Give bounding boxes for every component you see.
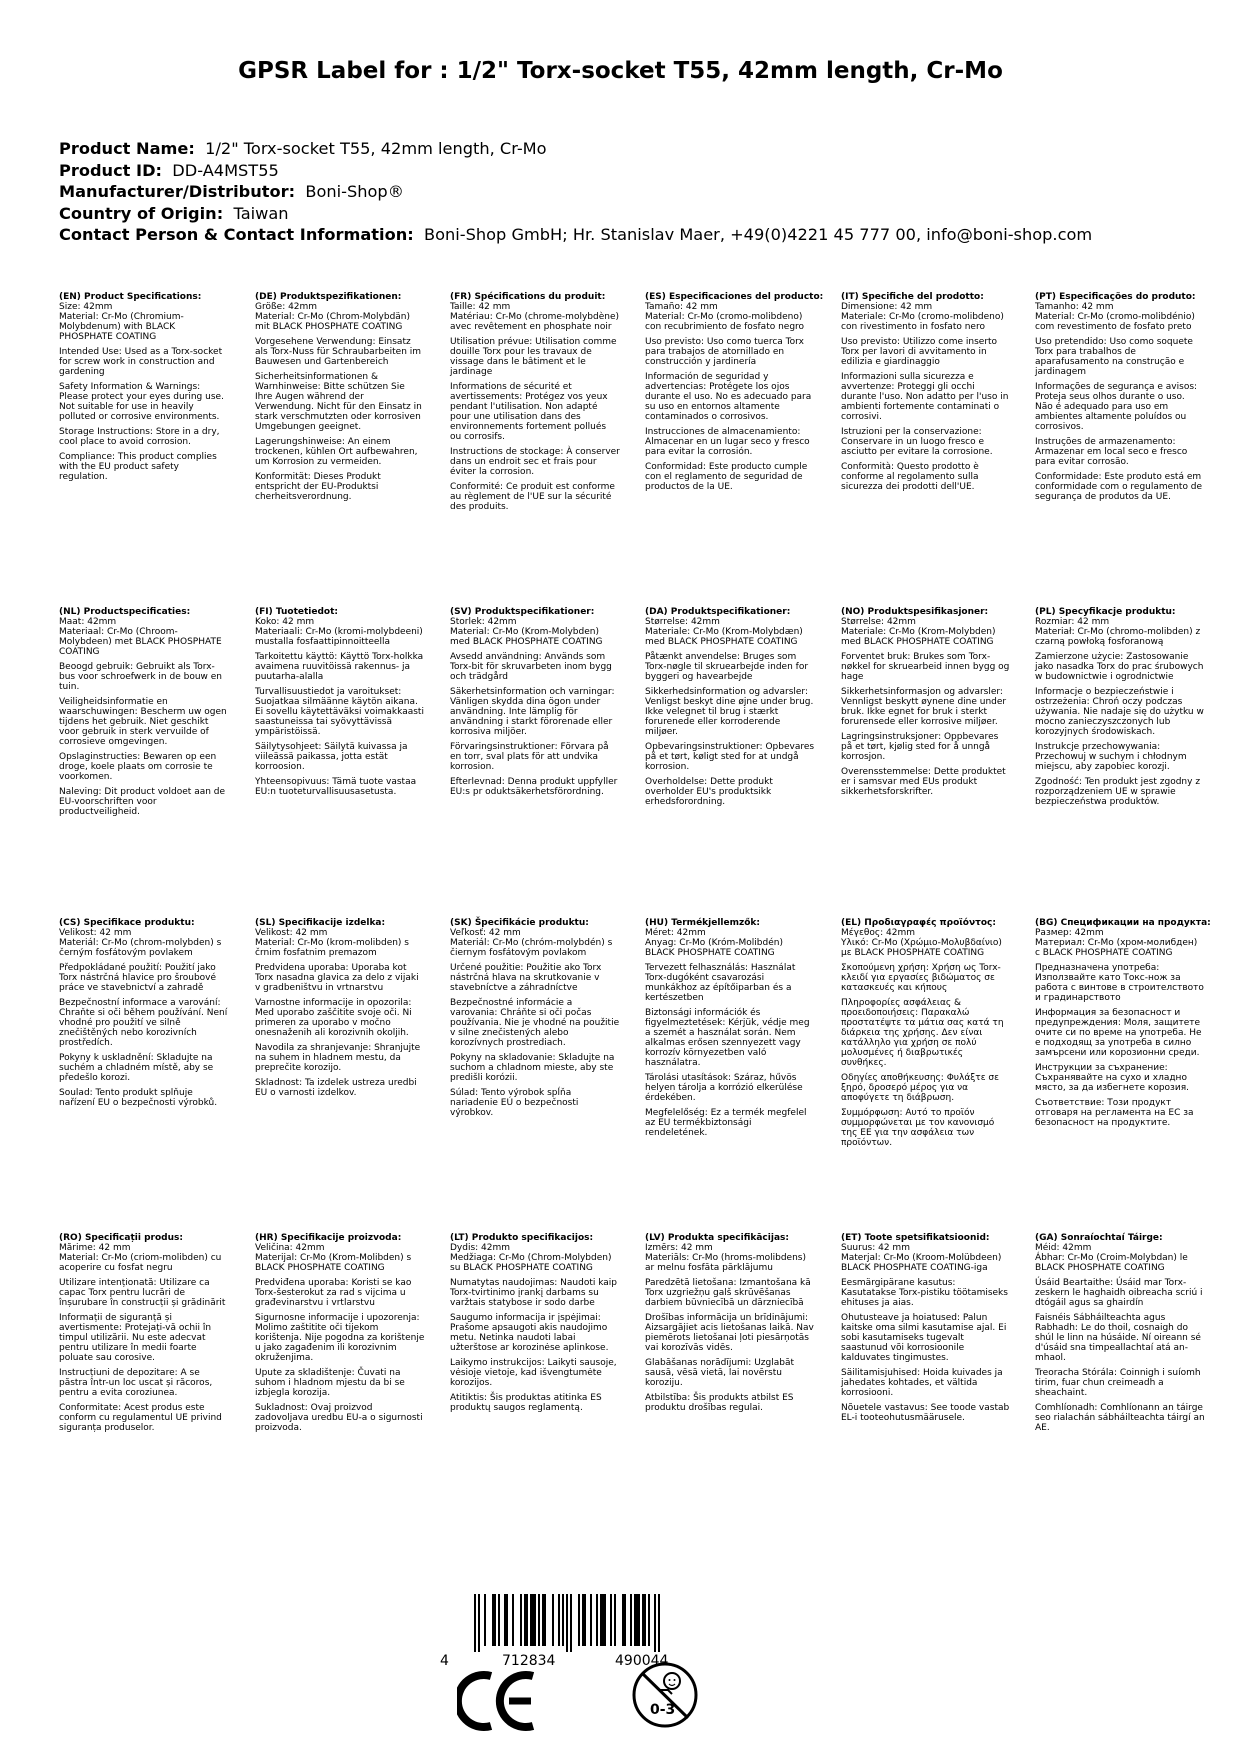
spec-text: Určené použitie: Použitie ako Torx nástrčná hlava na skrutkovanie v stavebníctve a záhradníctve [450, 963, 602, 993]
spec-section [255, 607, 425, 802]
spec-section [645, 918, 815, 1143]
barcode-bar [596, 1594, 598, 1646]
spec-text: Tervezett felhasználás: Használat Torx-dugóként csavarozási munkákhoz az építőiparban és a kertészetben [645, 963, 796, 1003]
spec-text: Instructions de stockage: À conserver dans un endroit sec et frais pour éviter la corrosion. [450, 447, 620, 477]
product-id-row [59, 160, 1092, 182]
spec-text: Efterlevnad: Denna produkt uppfyller EU:s pr oduktsäkerhetsförordning. [450, 777, 618, 797]
spec-text: Paredzētā lietošana: Izmantošana kā Torx uzgriežņu galš skrūvēšanas darbiem būvniecībā un dārzniecībā [645, 1278, 811, 1308]
spec-text: Material: Cr-Mo (cromo-molibdénio) com revestimento de fosfato preto [1035, 312, 1195, 332]
product-info-block [59, 138, 1092, 246]
spec-section [255, 918, 425, 1103]
spec-text: Instrukcje przechowywania: Przechowuj w suchym i chłodnym miejscu, aby zapobiec korozji. [1035, 742, 1187, 772]
product-name-label: Product Name: [59, 139, 195, 158]
spec-section-heading: (LT) Produkto specifikacijos: [450, 1233, 594, 1243]
spec-text: Intended Use: Used as a Torx-socket for screw work in construction and gardening [59, 347, 223, 377]
barcode-bar [590, 1594, 592, 1646]
barcode-bar [504, 1594, 508, 1646]
spec-text: Säilitamisjuhised: Hoida kuivades ja jahedates kohtades, et vältida korrosiooni. [841, 1368, 1003, 1398]
page-title: GPSR Label for : 1/2" Torx-socket T55, 42mm length, Cr-Mo [238, 58, 1003, 84]
spec-text: Faisnéis Sábháilteachta agus Rabhadh: Le do thoil, cosnaigh do shúl le linn na húsáide. Ní oireann sé d'úsáid sna timpeallachtaí atá an-mhaol. [1035, 1313, 1201, 1363]
spec-section [59, 607, 229, 822]
spec-section [450, 1233, 620, 1418]
spec-text: Materiál: Cr-Mo (chrom-molybden) s černým fosfátovým povlakem [59, 938, 222, 958]
spec-text: Dimensione: 42 mm [841, 302, 933, 312]
spec-text: Μέγεθος: 42mm [841, 928, 915, 938]
spec-section-heading: (SK) Špecifikácie produktu: [450, 918, 589, 928]
spec-text: Informații de siguranță și avertismente: Protejați-vă ochii în timpul utilizării. Nu este adecvat pentru utilizare în medii foarte poluate sau corosive. [59, 1313, 212, 1363]
spec-text: Overensstemmelse: Dette produktet er i samsvar med EUs produkt sikkerhetsforskrifter. [841, 767, 1006, 797]
spec-section-heading: (IT) Specifiche del prodotto: [841, 292, 984, 302]
spec-section-heading: (ES) Especificaciones del producto: [645, 292, 824, 302]
spec-text: Předpokládané použití: Použití jako Torx nástrčná hlavice pro šroubové práce ve stavebnictví a zahradě [59, 963, 217, 993]
spec-section-heading: (DE) Produktspezifikationen: [255, 292, 402, 302]
spec-section-heading: (PT) Especificações do produto: [1035, 292, 1196, 302]
barcode-bar [654, 1594, 656, 1652]
barcode-digit-first: 4 [440, 1653, 449, 1669]
spec-section [841, 918, 1011, 1153]
spec-section-heading: (NL) Productspecificaties: [59, 607, 191, 617]
spec-text: Megfelelőség: Ez a termék megfelel az EU termékbiztonsági rendeletének. [645, 1108, 807, 1138]
spec-section [255, 1233, 425, 1438]
spec-text: Información de seguridad y advertencias: Protégete los ojos durante el uso. No es adecuado para su uso en entornos altamente contaminados o corrosivos. [645, 372, 812, 422]
barcode-bar [562, 1594, 564, 1646]
barcode-bar [566, 1594, 568, 1652]
contact-row [59, 224, 1092, 246]
spec-text: Laikymo instrukcijos: Laikyti sausoje, vėsioje vietoje, kad išvengtumėte korozijos. [450, 1358, 617, 1388]
spec-section-heading: (EL) Προδιαγραφές προϊόντος: [841, 918, 996, 928]
country-of-origin-row [59, 203, 1092, 225]
spec-text: Инструкции за съхранение: Съхранявайте на сухо и хладно място, за да избегнете корозия. [1035, 1063, 1189, 1093]
barcode-digits-right: 490044 [615, 1653, 669, 1669]
barcode-bar [552, 1594, 554, 1646]
spec-text: Informations de sécurité et avertissements: Protégez vos yeux pendant l'utilisation. Non adapté pour une utilisation dans des environnements fortement pollués ou corrosifs. [450, 382, 608, 442]
spec-text: Informações de segurança e avisos: Proteja seus olhos durante o uso. Não é adequado para uso em ambientes altamente poluídos ou corrosivos. [1035, 382, 1198, 432]
spec-text: Съответствие: Този продукт отговаря на регламента на ЕС за безопасност на продуктите. [1035, 1098, 1194, 1128]
spec-text: Méid: 42mm [1035, 1243, 1092, 1253]
spec-text: Tarkoitettu käyttö: Käyttö Torx-holkka avaimena ruuvitöissä rakennus- ja puutarha-alalla [255, 652, 424, 682]
contact-label: Contact Person & Contact Information: [59, 225, 414, 244]
spec-text: Uso previsto: Uso como tuerca Torx para trabajos de atornillado en construcción y jardinería [645, 337, 804, 367]
spec-text: Varnostne informacije in opozorila: Med uporabo zaščitite svoje oči. Ni primeren za uporabo v močno onesnaženih ali korozivnih okoljih. [255, 998, 412, 1038]
barcode-bar [478, 1594, 480, 1652]
spec-text: Navodila za shranjevanje: Shranjujte na suhem in hladnem mestu, da preprečite korozijo. [255, 1043, 421, 1073]
spec-text: Maat: 42mm [59, 617, 117, 627]
spec-section [645, 607, 815, 812]
spec-text: Conformidad: Este producto cumple con el reglamento de seguridad de productos de la UE. [645, 462, 808, 492]
spec-text: Istruzioni per la conservazione: Conservare in un luogo fresco e asciutto per evitare la corrosione. [841, 427, 993, 457]
spec-section-heading: (FR) Spécifications du produit: [450, 292, 606, 302]
spec-text: Größe: 42mm [255, 302, 318, 312]
barcode-bar [610, 1594, 612, 1646]
spec-section-heading: (RO) Specificații produs: [59, 1233, 183, 1243]
spec-text: Material: Cr-Mo (Chromium-Molybdenum) with BLACK PHOSPHATE COATING [59, 312, 184, 342]
spec-text: Påtænkt anvendelse: Bruges som Torx-nøgle til skruearbejde inden for byggeri og havearbejde [645, 652, 809, 682]
spec-text: Taille: 42 mm [450, 302, 511, 312]
spec-text: Materiál: Cr-Mo (chróm-molybdén) s čiernym fosfátovým povlakom [450, 938, 613, 958]
barcode-bar [614, 1594, 616, 1646]
spec-section-heading: (DA) Produktspecifikationer: [645, 607, 791, 617]
age-warning-icon [630, 1660, 700, 1730]
spec-text: Pokyny k uskladnění: Skladujte na suchém a chladném místě, aby se předešlo korozi. [59, 1053, 214, 1083]
spec-text: Atbilstība: Šis produkts atbilst ES produktu drošības regulai. [645, 1393, 794, 1413]
spec-text: Størrelse: 42mm [841, 617, 916, 627]
spec-text: Materiał: Cr-Mo (chromo-molibden) z czarną powłoką fosforanową [1035, 627, 1201, 647]
spec-text: Skladnost: Ta izdelek ustreza uredbi EU o varnosti izdelkov. [255, 1078, 417, 1098]
spec-text: Veličina: 42mm [255, 1243, 325, 1253]
spec-text: Eesmärgipärane kasutus: Kasutatakse Torx-pistiku töötamiseks ehituses ja aias. [841, 1278, 1008, 1308]
country-of-origin-label: Country of Origin: [59, 203, 224, 223]
spec-text: Rozmiar: 42 mm [1035, 617, 1110, 627]
spec-section-heading: (NO) Produktspesifikasjoner: [841, 607, 989, 617]
barcode-bar [634, 1594, 640, 1646]
barcode-bar [512, 1594, 514, 1646]
country-of-origin-value: Taiwan [233, 203, 289, 223]
spec-text: Tamanho: 42 mm [1035, 302, 1114, 312]
spec-text: Medžiaga: Cr-Mo (Chrom-Molybden) su BLACK PHOSPHATE COATING [450, 1253, 612, 1273]
spec-text: Utilisation prévue: Utilisation comme douille Torx pour les travaux de vissage dans le bâtiment et le jardinage [450, 337, 617, 377]
spec-section [645, 1233, 815, 1418]
spec-text: Turvallisuustiedot ja varoitukset: Suojatkaa silmäänne käytön aikana. Ei sovellu käytettäväksi voimakkaasti saastuneissa tai syövyttävissä ympäristöissä. [255, 687, 424, 737]
spec-text: Yhteensopivuus: Tämä tuote vastaa EU:n tuoteturvallisuusasetusta. [255, 777, 417, 797]
spec-text: Instrucțiuni de depozitare: A se păstra într-un loc uscat și răcoros, pentru a evita coroziunea. [59, 1368, 213, 1398]
spec-section [59, 1233, 229, 1438]
ce-mark-icon [457, 1670, 537, 1732]
spec-section [1035, 607, 1205, 812]
spec-section-heading: (GA) Sonraíochtaí Táirge: [1035, 1233, 1163, 1243]
spec-text: Storlek: 42mm [450, 617, 517, 627]
spec-text: Anyag: Cr-Mo (Króm-Molibdén) BLACK PHOSPHATE COATING [645, 938, 783, 958]
spec-text: Velikost: 42 mm [59, 928, 132, 938]
spec-section [450, 918, 620, 1123]
manufacturer-value: Boni-Shop® [305, 182, 404, 201]
spec-text: Opbevaringsinstruktioner: Opbevares på et tørt, køligt sted for at undgå korrosion. [645, 742, 815, 772]
spec-text: Beoogd gebruik: Gebruikt als Torx-bus voor schroefwerk in de bouw en tuin. [59, 662, 222, 692]
spec-text: Material: Cr-Mo (cromo-molibdeno) con recubrimiento de fosfato negro [645, 312, 805, 332]
spec-text: Dydis: 42mm [450, 1243, 511, 1253]
spec-section [1035, 1233, 1205, 1438]
spec-text: Treoracha Stórála: Coinnigh i suíomh tirim, fuar chun creimeadh a sheachaint. [1035, 1368, 1201, 1398]
spec-text: Biztonsági információk és figyelmeztetések: Kérjük, védje meg a szemét a használat során. Nem alkalmas erősen szennyezett vagy korrozív környezetben való használatra. [645, 1008, 810, 1068]
spec-section [1035, 292, 1205, 507]
barcode-bar [600, 1594, 606, 1646]
spec-text: Informacje o bezpieczeństwie i ostrzeżenia: Chroń oczy podczas używania. Nie nadaje się do użytku w mocno zanieczyszczonych lub korozyjnych środowiskach. [1035, 687, 1204, 737]
manufacturer-label: Manufacturer/Distributor: [59, 182, 296, 201]
spec-text: Sukladnost: Ovaj proizvod zadovoljava uredbu EU-a o sigurnosti proizvoda. [255, 1403, 423, 1433]
spec-section [841, 607, 1011, 802]
spec-text: Predviđena uporaba: Koristi se kao Torx-šesterokut za rad s vijcima u građevinarstvu i vrtlarstvu [255, 1278, 412, 1308]
spec-section-heading: (FI) Tuotetiedot: [255, 607, 339, 617]
spec-text: Konformität: Dieses Produkt entspricht der EU-Produktsi cherheitsverordnung. [255, 472, 381, 502]
spec-text: Instruções de armazenamento: Armazenar em local seco e fresco para evitar corrosão. [1035, 437, 1188, 467]
barcode-bar [538, 1594, 540, 1646]
barcode-bar [474, 1594, 476, 1652]
barcode-bar [648, 1594, 650, 1646]
spec-text: Tamaño: 42 mm [645, 302, 718, 312]
spec-text: Naleving: Dit product voldoet aan de EU-voorschriften voor productveiligheid. [59, 787, 226, 817]
spec-text: Material: Cr-Mo (Krom-Molybden) med BLACK PHOSPHATE COATING [450, 627, 603, 647]
spec-text: Ábhar: Cr-Mo (Croim-Molybdan) le BLACK PHOSPHATE COATING [1035, 1253, 1188, 1273]
spec-text: Materiāls: Cr-Mo (hroms-molibdens) ar melnu fosfāta pārklājumu [645, 1253, 807, 1273]
spec-text: Forventet bruk: Brukes som Torx-nøkkel for skruearbeid innen bygg og hage [841, 652, 1010, 682]
spec-text: Ohutusteave ja hoiatused: Palun kaitske oma silmi kasutamise ajal. Ei sobi kasutamiseks tugevalt saastunud või korrosioonile kalduvates tingimustes. [841, 1313, 1007, 1363]
spec-section-heading: (BG) Спецификации на продукта: [1035, 918, 1211, 928]
spec-text: Material: Cr-Mo (Chrom-Molybdän) mit BLACK PHOSPHATE COATING [255, 312, 411, 332]
barcode-bar [524, 1594, 528, 1646]
spec-text: Информация за безопасност и предупреждения: Моля, защитете очите си по време на употреба. Не е подходящ за употреба в силно замърсени или корозионни среди. [1035, 1008, 1202, 1058]
spec-text: Материал: Cr-Mo (хром-молибден) с BLACK PHOSPHATE COATING [1035, 938, 1198, 958]
spec-text: Bezpečnostné informácie a varovania: Chráňte si oči počas používania. Nie je vhodné na použitie v silne znečistených alebo korozívnych prostrediach. [450, 998, 620, 1048]
barcode-digits-left: 712834 [502, 1653, 556, 1669]
spec-section [59, 292, 229, 487]
spec-text: Izmērs: 42 mm [645, 1243, 713, 1253]
spec-text: Lagerungshinweise: An einem trockenen, kühlen Ort aufbewahren, um Korrosion zu vermeiden. [255, 437, 418, 467]
spec-text: Υλικό: Cr-Mo (Χρώμιο-Μολυβδαίνιο) με BLACK PHOSPHATE COATING [841, 938, 1002, 958]
spec-text: Sigurnosne informacije i upozorenja: Molimo zaštitite oči tijekom korištenja. Nije pogodna za korištenje u jako zagađenim ili korozivnim okruženjima. [255, 1313, 425, 1363]
barcode-bar [570, 1594, 572, 1652]
spec-text: Materiaal: Cr-Mo (Chroom-Molybdeen) met BLACK PHOSPHATE COATING [59, 627, 222, 657]
spec-text: Pokyny na skladovanie: Skladujte na suchom a chladnom mieste, aby ste predišli korózii. [450, 1053, 615, 1083]
spec-text: Material: Cr-Mo (criom-molibden) cu acoperire cu fosfat negru [59, 1253, 222, 1273]
spec-text: Vorgesehene Verwendung: Einsatz als Torx-Nuss für Schraubarbeiten im Bauwesen und Gartenbereich [255, 337, 422, 367]
contact-value: Boni-Shop GmbH; Hr. Stanislav Maer, +49(0)4221 45 777 00, info@boni-shop.com [424, 225, 1093, 244]
spec-section-heading: (LV) Produkta specifikācijas: [645, 1233, 789, 1243]
spec-text: Size: 42mm [59, 302, 113, 312]
barcode-bar [630, 1594, 632, 1646]
spec-text: Σκοπούμενη χρήση: Χρήση ως Torx-κλειδί για εργασίες βιδώματος σε κατασκευές και κήπους [841, 963, 1001, 993]
spec-text: Säkerhetsinformation och varningar: Vänligen skydda dina ögon under användning. Inte lämplig för användning i starkt förorenade eller korrosiva miljöer. [450, 687, 615, 737]
spec-text: Οδηγίες αποθήκευσης: Φυλάξτε σε ξηρό, δροσερό μέρος για να αποφύγετε τη διάβρωση. [841, 1073, 999, 1103]
spec-text: Uso pretendido: Uso como soquete Torx para trabalhos de aparafusamento na construção e jardinagem [1035, 337, 1193, 377]
spec-text: Sikkerhedsinformation og advarsler: Venligst beskyt dine øjne under brug. Ikke velegnet til brug i stærkt forurenede eller korroderende miljøer. [645, 687, 814, 737]
barcode-bar [582, 1594, 586, 1646]
barcode-bars [472, 1594, 706, 1652]
spec-text: Veľkosť: 42 mm [450, 928, 521, 938]
spec-text: Numatytas naudojimas: Naudoti kaip Torx-tvirtinimo įrankį darbams su varžtais statybose ir sodo darbe [450, 1278, 618, 1308]
spec-text: Úsáid Beartaithe: Úsáid mar Torx-zeskern le haghaidh oibreacha scriú i dtógáil agus sa ghairdín [1035, 1278, 1203, 1308]
spec-text: Méret: 42mm [645, 928, 706, 938]
product-name-row [59, 138, 1092, 160]
spec-section [841, 1233, 1011, 1428]
barcode-bar [498, 1594, 500, 1646]
barcode-bar [484, 1594, 486, 1646]
spec-section [59, 918, 229, 1113]
spec-text: Upute za skladištenje: Čuvati na suhom i hladnom mjestu da bi se izbjegla korozija. [255, 1368, 405, 1398]
spec-text: Materiale: Cr-Mo (cromo-molibdeno) con rivestimento in fosfato nero [841, 312, 1004, 332]
barcode-bar [578, 1594, 580, 1646]
spec-text: Zamierzone użycie: Zastosowanie jako nasadka Torx do prac śrubowych w budownictwie i ogrodnictwie [1035, 652, 1204, 682]
spec-text: Conformitate: Acest produs este conform cu regulamentul UE privind siguranța produselor. [59, 1403, 222, 1433]
spec-text: Zgodność: Ten produkt jest zgodny z rozporządzeniem UE w sprawie bezpieczeństwa produktów. [1035, 777, 1201, 807]
spec-text: Opslaginstructies: Bewaren op een droge, koele plaats om corrosie te voorkomen. [59, 752, 217, 782]
barcode-bar [558, 1594, 560, 1646]
spec-text: Saugumo informacija ir įspėjimai: Prašome apsaugoti akis naudojimo metu. Netinka naudoti labai užterštose ar korozinėse aplinkose. [450, 1313, 609, 1353]
barcode-bar [642, 1594, 646, 1646]
spec-text: Tárolási utasítások: Száraz, hűvös helyen tárolja a korrózió elkerülése érdekében. [645, 1073, 803, 1103]
spec-text: Drošības informācija un brīdinājumi: Aizsargājiet acis lietošanas laikā. Nav piemērots lietošanai ļoti piesārņotās vai korozīvās vidēs. [645, 1313, 814, 1353]
spec-text: Materiale: Cr-Mo (Krom-Molybdæn) med BLACK PHOSPHATE COATING [645, 627, 803, 647]
spec-text: Súlad: Tento výrobok spĺňa nariadenie EÚ o bezpečnosti výrobkov. [450, 1088, 579, 1118]
spec-section-heading: (HU) Termékjellemzők: [645, 918, 761, 928]
spec-text: Materiale: Cr-Mo (Krom-Molybden) med BLACK PHOSPHATE COATING [841, 627, 996, 647]
spec-section [1035, 918, 1211, 1133]
barcode-bar [658, 1594, 660, 1652]
age-warning-text: 0-3 [650, 1702, 676, 1718]
product-name-value: 1/2" Torx-socket T55, 42mm length, Cr-Mo [205, 139, 547, 158]
spec-text: Koko: 42 mm [255, 617, 315, 627]
spec-text: Materijal: Cr-Mo (Krom-Molibden) s BLACK PHOSPHATE COATING [255, 1253, 412, 1273]
barcode-bar [622, 1594, 626, 1646]
spec-text: Matériau: Cr-Mo (chrome-molybdène) avec revêtement en phosphate noir [450, 312, 619, 332]
spec-text: Safety Information & Warnings: Please protect your eyes during use. Not suitable for use in heavily polluted or corrosive environments. [59, 382, 224, 422]
spec-section-heading: (CS) Specifikace produktu: [59, 918, 195, 928]
spec-text: Materiaali: Cr-Mo (kromi-molybdeeni) mustalla fosfaattipinnoitteella [255, 627, 423, 647]
spec-text: Lagringsinstruksjoner: Oppbevares på et tørt, kjølig sted for å unngå korrosjon. [841, 732, 999, 762]
spec-text: Materjal: Cr-Mo (Kroom-Molübdeen) BLACK PHOSPHATE COATING-iga [841, 1253, 1002, 1273]
spec-text: Instrucciones de almacenamiento: Almacenar en un lugar seco y fresco para evitar la corrosión. [645, 427, 810, 457]
spec-section [645, 292, 824, 497]
spec-section-heading: (HR) Specifikacije proizvoda: [255, 1233, 402, 1243]
barcode-bar [520, 1594, 522, 1646]
spec-section [255, 292, 425, 507]
barcode-bar [542, 1594, 546, 1646]
barcode-bar [492, 1594, 496, 1646]
spec-section-heading: (ET) Toote spetsifikatsioonid: [841, 1233, 990, 1243]
spec-text: Suurus: 42 mm [841, 1243, 910, 1253]
product-id-label: Product ID: [59, 160, 162, 180]
spec-text: Предназначена употреба: Използвайте като Токс-нож за работа с винтове в строителството и градинарството [1035, 963, 1204, 1003]
spec-text: Soulad: Tento produkt splňuje nařízení EU o bezpečnosti výrobků. [59, 1088, 218, 1108]
spec-section-heading: (PL) Specyfikacje produktu: [1035, 607, 1176, 617]
spec-text: Veiligheidsinformatie en waarschuwingen: Bescherm uw ogen tijdens het gebruik. Niet geschikt voor gebruik in sterk vervuilde of corrosieve omgevingen. [59, 697, 227, 747]
spec-text: Compliance: This product complies with the EU product safety regulation. [59, 452, 217, 482]
spec-text: Nõuetele vastavus: See toode vastab EL-i tooteohutusmäärusele. [841, 1403, 1010, 1423]
spec-text: Conformità: Questo prodotto è conforme al regolamento sulla sicurezza dei prodotti dell'UE. [841, 462, 979, 492]
spec-text: Velikost: 42 mm [255, 928, 328, 938]
spec-section-heading: (EN) Product Specifications: [59, 292, 202, 302]
spec-text: Comhlíonadh: Comhlíonann an táirge seo rialachán sábháilteachta táirgí an AE. [1035, 1403, 1205, 1433]
spec-text: Material: Cr-Mo (krom-molibden) s črnim fosfatnim premazom [255, 938, 409, 958]
spec-text: Πληροφορίες ασφάλειας & προειδοποιήσεις: Παρακαλώ προστατέψτε τα μάτια σας κατά τη διάρκεια της χρήσης. Δεν είναι κατάλληλο για χρήση σε πολύ μολυσμένες ή διαβρωτικές συνθήκες. [841, 998, 1004, 1068]
spec-text: Размер: 42mm [1035, 928, 1104, 938]
spec-text: Uso previsto: Utilizzo come inserto Torx per lavori di avvitamento in edilizia e giardinaggio [841, 337, 998, 367]
spec-text: Overholdelse: Dette produkt overholder EU's produktsikk erhedsforordning. [645, 777, 773, 807]
spec-text: Säilytysohjeet: Säilytä kuivassa ja viileässä paikassa, jotta estät korroosion. [255, 742, 408, 772]
spec-section-heading: (SL) Specifikacije izdelka: [255, 918, 386, 928]
spec-text: Atitiktis: Šis produktas atitinka ES produktų saugos reglamentą. [450, 1393, 602, 1413]
spec-text: Conformidade: Este produto está em conformidade com o regulamento de segurança de produtos da UE. [1035, 472, 1203, 502]
spec-text: Sikkerhetsinformasjon og advarsler: Vennligst beskytt øynene dine under bruk. Ikke egnet for bruk i sterkt forurensede eller korrosive miljøer. [841, 687, 1007, 727]
spec-text: Mărime: 42 mm [59, 1243, 131, 1253]
spec-text: Conformité: Ce produit est conforme au règlement de l'UE sur la sécurité des produits. [450, 482, 615, 512]
spec-text: Utilizare intenționată: Utilizare ca capac Torx pentru lucrări de înșurubare în construcții și grădinărit [59, 1278, 226, 1308]
spec-text: Informazioni sulla sicurezza e avvertenze: Proteggi gli occhi durante l'uso. Non adatto per l'uso in ambienti fortemente contaminati o corrosivi. [841, 372, 1009, 422]
spec-text: Avsedd användning: Används som Torx-bit för skruvarbeten inom bygg och trädgård [450, 652, 612, 682]
spec-text: Glabāšanas norādījumi: Uzglabāt sausā, vēsā vietā, lai novērstu koroziju. [645, 1358, 794, 1388]
spec-text: Storage Instructions: Store in a dry, cool place to avoid corrosion. [59, 427, 220, 447]
spec-text: Συμμόρφωση: Αυτό το προϊόν συμμορφώνεται με τον κανονισμό της ΕΕ για την ασφάλεια των προϊόντων. [841, 1108, 995, 1148]
spec-section [841, 292, 1011, 497]
spec-text: Förvaringsinstruktioner: Förvara på en torr, sval plats för att undvika korrosion. [450, 742, 609, 772]
spec-text: Størrelse: 42mm [645, 617, 720, 627]
manufacturer-row [59, 181, 1092, 203]
spec-section [450, 607, 620, 802]
spec-text: Predvidena uporaba: Uporaba kot Torx nasadna glavica za delo z vijaki v gradbeništvu in vrtnarstvu [255, 963, 419, 993]
spec-section [450, 292, 620, 517]
spec-text: Sicherheitsinformationen & Warnhinweise: Bitte schützen Sie Ihre Augen während der Verwendung. Nicht für den Einsatz in stark verschmutzten oder korrosiven Umgebungen geeignet. [255, 372, 422, 432]
product-id-value: DD-A4MST55 [172, 160, 279, 180]
spec-text: Bezpečnostní informace a varování: Chraňte si oči během používání. Není vhodné pro použití ve silně znečištěných nebo korozivních prostředích. [59, 998, 228, 1048]
barcode-bar [530, 1594, 536, 1646]
spec-section-heading: (SV) Produktspecifikationer: [450, 607, 595, 617]
